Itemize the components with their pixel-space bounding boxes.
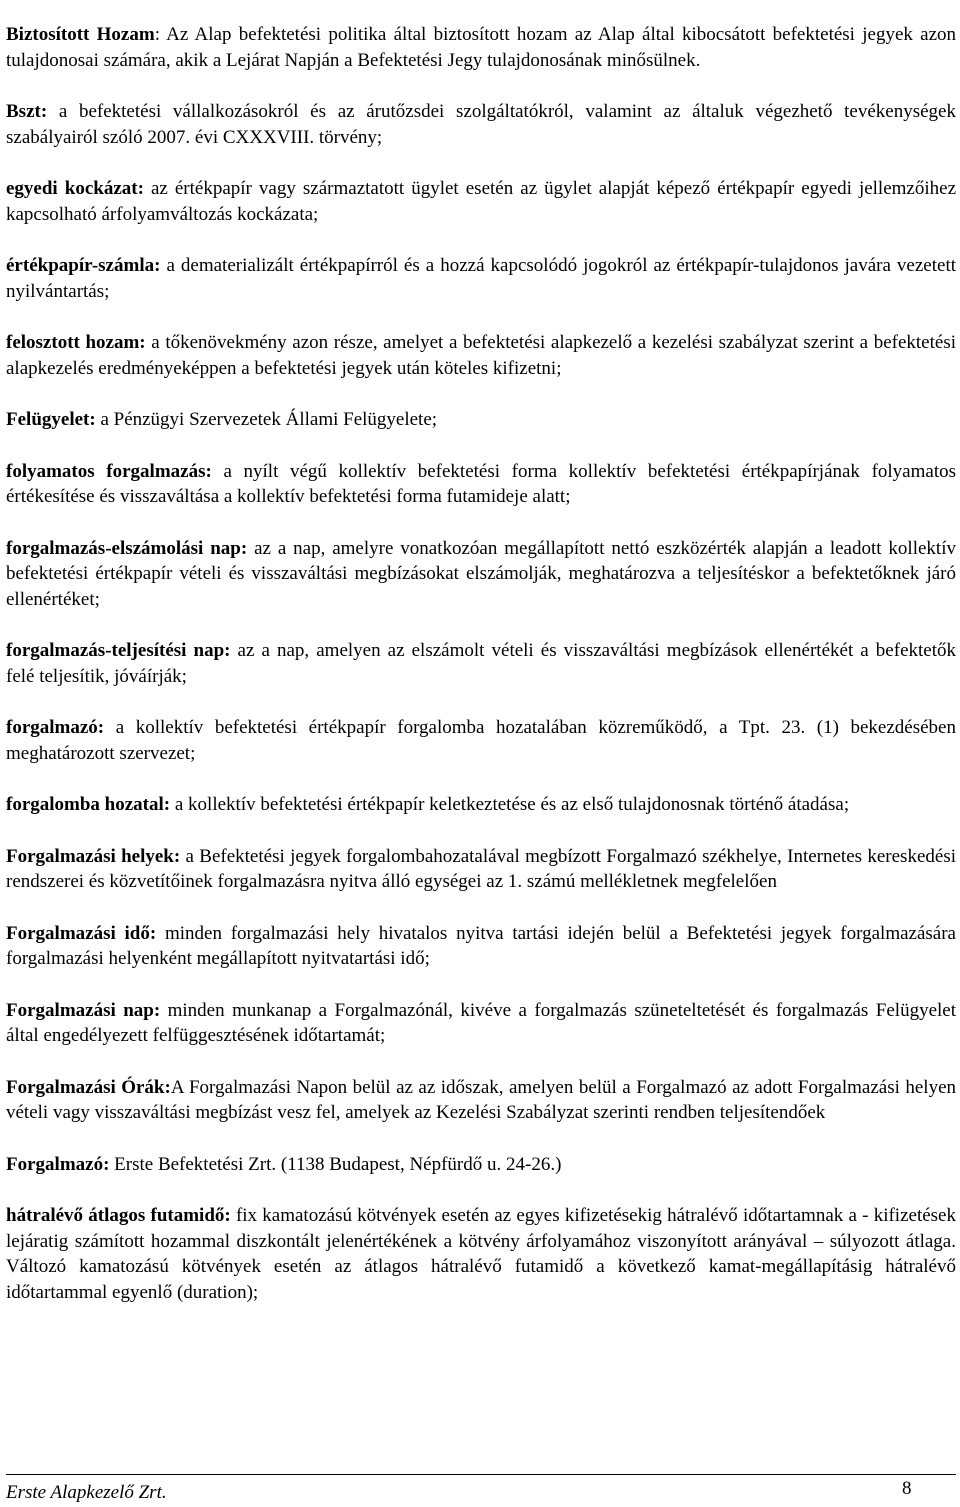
definition-text: a dematerializált értékpapírról és a hozzá kapcsolódó jogokról az értékpapír-tulajdonos javára vezetett nyilvántartás; bbox=[6, 255, 956, 302]
definition-text: minden forgalmazási hely hivatalos nyitva tartási idején belül a Befektetési jegyek forgalmazására forgalmazási helyenként megállapított nyitvatartási idő; bbox=[6, 922, 956, 969]
definition-term: forgalmazás-teljesítési nap: bbox=[6, 640, 231, 661]
definition-term: Forgalmazási helyek: bbox=[6, 845, 181, 867]
footer-divider bbox=[6, 1474, 956, 1475]
definition-term: értékpapír-számla: bbox=[6, 255, 161, 276]
definition-text: a tőkenövekmény azon része, amelyet a befektetési alapkezelő a kezelési szabályzat szerint a befektetési alapkezelés eredményeképpen a befektetési jegyek után köteles kifizetni; bbox=[6, 332, 956, 379]
definition-entry bbox=[6, 638, 956, 689]
definition-text: Erste Befektetési Zrt. (1138 Budapest, Népfürdő u. 24-26.) bbox=[109, 1153, 562, 1175]
definition-term: Forgalmazási idő: bbox=[6, 922, 157, 944]
definition-term: forgalmazás-elszámolási nap: bbox=[6, 537, 248, 559]
definition-text: a Pénzügyi Szervezetek Állami Felügyelete; bbox=[95, 409, 438, 430]
definition-term: egyedi kockázat: bbox=[6, 178, 144, 199]
definition-term: Forgalmazási Órák: bbox=[6, 1076, 171, 1098]
definition-text: A Forgalmazási Napon belül az az időszak, amelyen belül a Forgalmazó az adott Forgalmazási helyen vételi vagy visszaváltási megbízást vesz fel, amelyek az Kezelési Szabályzat szerinti rendben teljesítendőek bbox=[6, 1076, 957, 1123]
definition-entry bbox=[6, 1075, 956, 1126]
definition-entry bbox=[6, 330, 956, 381]
definition-entry bbox=[6, 459, 956, 510]
page-number: 8 bbox=[902, 1478, 912, 1499]
definition-term: hátralévő átlagos futamidő: bbox=[6, 1205, 231, 1226]
definition-term: forgalomba hozatal: bbox=[6, 794, 171, 815]
definition-entry bbox=[6, 998, 956, 1049]
definition-text: a Befektetési jegyek forgalombahozatalával megbízott Forgalmazó székhelye, Internetes kereskedési rendszerei és közvetítőinek forgalmazásra nyitva álló egységei az 1. számú mellékletnek megfelelően bbox=[6, 845, 956, 892]
definition-text: : Az Alap befektetési politika által biztosított hozam az Alap által kibocsátott befektetési jegyek azon tulajdonosai számára, akik a Lejárat Napján a Befektetési Jegy tulajdonosának minősülnek. bbox=[6, 24, 957, 71]
definition-text: a befektetési vállalkozásokról és az árutőzsdei szolgáltatókról, valamint az általuk végezhető tevékenységek szabályairól szóló 2007. évi CXXXVIII. törvény; bbox=[6, 101, 956, 148]
definition-entry bbox=[6, 921, 956, 972]
definition-text: az értékpapír vagy származtatott ügylet esetén az ügylet alapját képező értékpapír egyedi jellemzőihez kapcsolható árfolyamváltozás kockázata; bbox=[6, 178, 957, 225]
definition-text: az a nap, amelyen az elszámolt vételi és visszaváltási megbízások ellenértékét a befektetők felé teljesítik, jóváírják; bbox=[6, 640, 956, 687]
definition-term: forgalmazó: bbox=[6, 717, 105, 738]
definition-term: folyamatos forgalmazás: bbox=[6, 460, 212, 482]
definition-text: a nyílt végű kollektív befektetési forma kollektív befektetési értékpapírjának folyamatos értékesítése és visszaváltása a kollektív befektetési forma futamideje alatt; bbox=[6, 460, 956, 507]
definition-term: Forgalmazó: bbox=[6, 1153, 110, 1175]
definition-text: a kollektív befektetési értékpapír forgalomba hozatalában közreműködő, a Tpt. 23. (1) bekezdésében meghatározott szervezet; bbox=[6, 717, 956, 764]
definition-entry bbox=[6, 844, 956, 895]
definition-text: minden munkanap a Forgalmazónál, kivéve a forgalmazás szüneteltetését és forgalmazás Felügyelet által engedélyezett felfüggesztésének időtartamát; bbox=[6, 999, 956, 1046]
definition-entry bbox=[6, 1152, 956, 1178]
definition-entry bbox=[6, 536, 956, 613]
definition-text: fix kamatozású kötvények esetén az egyes kifizetésekig hátralévő időtartamnak a - kifizetések lejáratig számított hozammal diszkontált jelenértékének a kötvény árfolyamához viszonyított arányával – súlyozott átlaga. Változó kamatozású kötvények esetén az átlagos hátralévő futamidő a következő kamat-megállapításig hátralévő időtartammal egyenlő (duration); bbox=[6, 1205, 956, 1303]
definitions-list bbox=[6, 22, 956, 1331]
footer-company: Erste Alapkezelő Zrt. bbox=[6, 1482, 167, 1503]
definition-entry bbox=[6, 1203, 956, 1305]
definition-term: Forgalmazási nap: bbox=[6, 999, 161, 1021]
definition-entry bbox=[6, 176, 956, 227]
definition-entry bbox=[6, 715, 956, 766]
definition-text: a kollektív befektetési értékpapír keletkeztetése és az első tulajdonosnak történő átadása; bbox=[170, 794, 850, 815]
definition-term: Bszt: bbox=[6, 101, 48, 122]
definition-term: felosztott hozam: bbox=[6, 332, 146, 353]
definition-entry bbox=[6, 407, 956, 433]
definition-entry bbox=[6, 792, 956, 818]
definition-entry bbox=[6, 253, 956, 304]
definition-entry bbox=[6, 99, 956, 150]
definition-entry bbox=[6, 22, 956, 73]
definition-term: Felügyelet: bbox=[6, 409, 96, 430]
definition-term: Biztosított Hozam bbox=[6, 24, 155, 45]
definition-text: az a nap, amelyre vonatkozóan megállapított nettó eszközérték alapján a leadott kollektív befektetési értékpapír vételi és visszaváltási megbízásokat elszámolják, meghatározva a teljesítéskor a befektetőknek járó ellenértéket; bbox=[6, 537, 956, 610]
